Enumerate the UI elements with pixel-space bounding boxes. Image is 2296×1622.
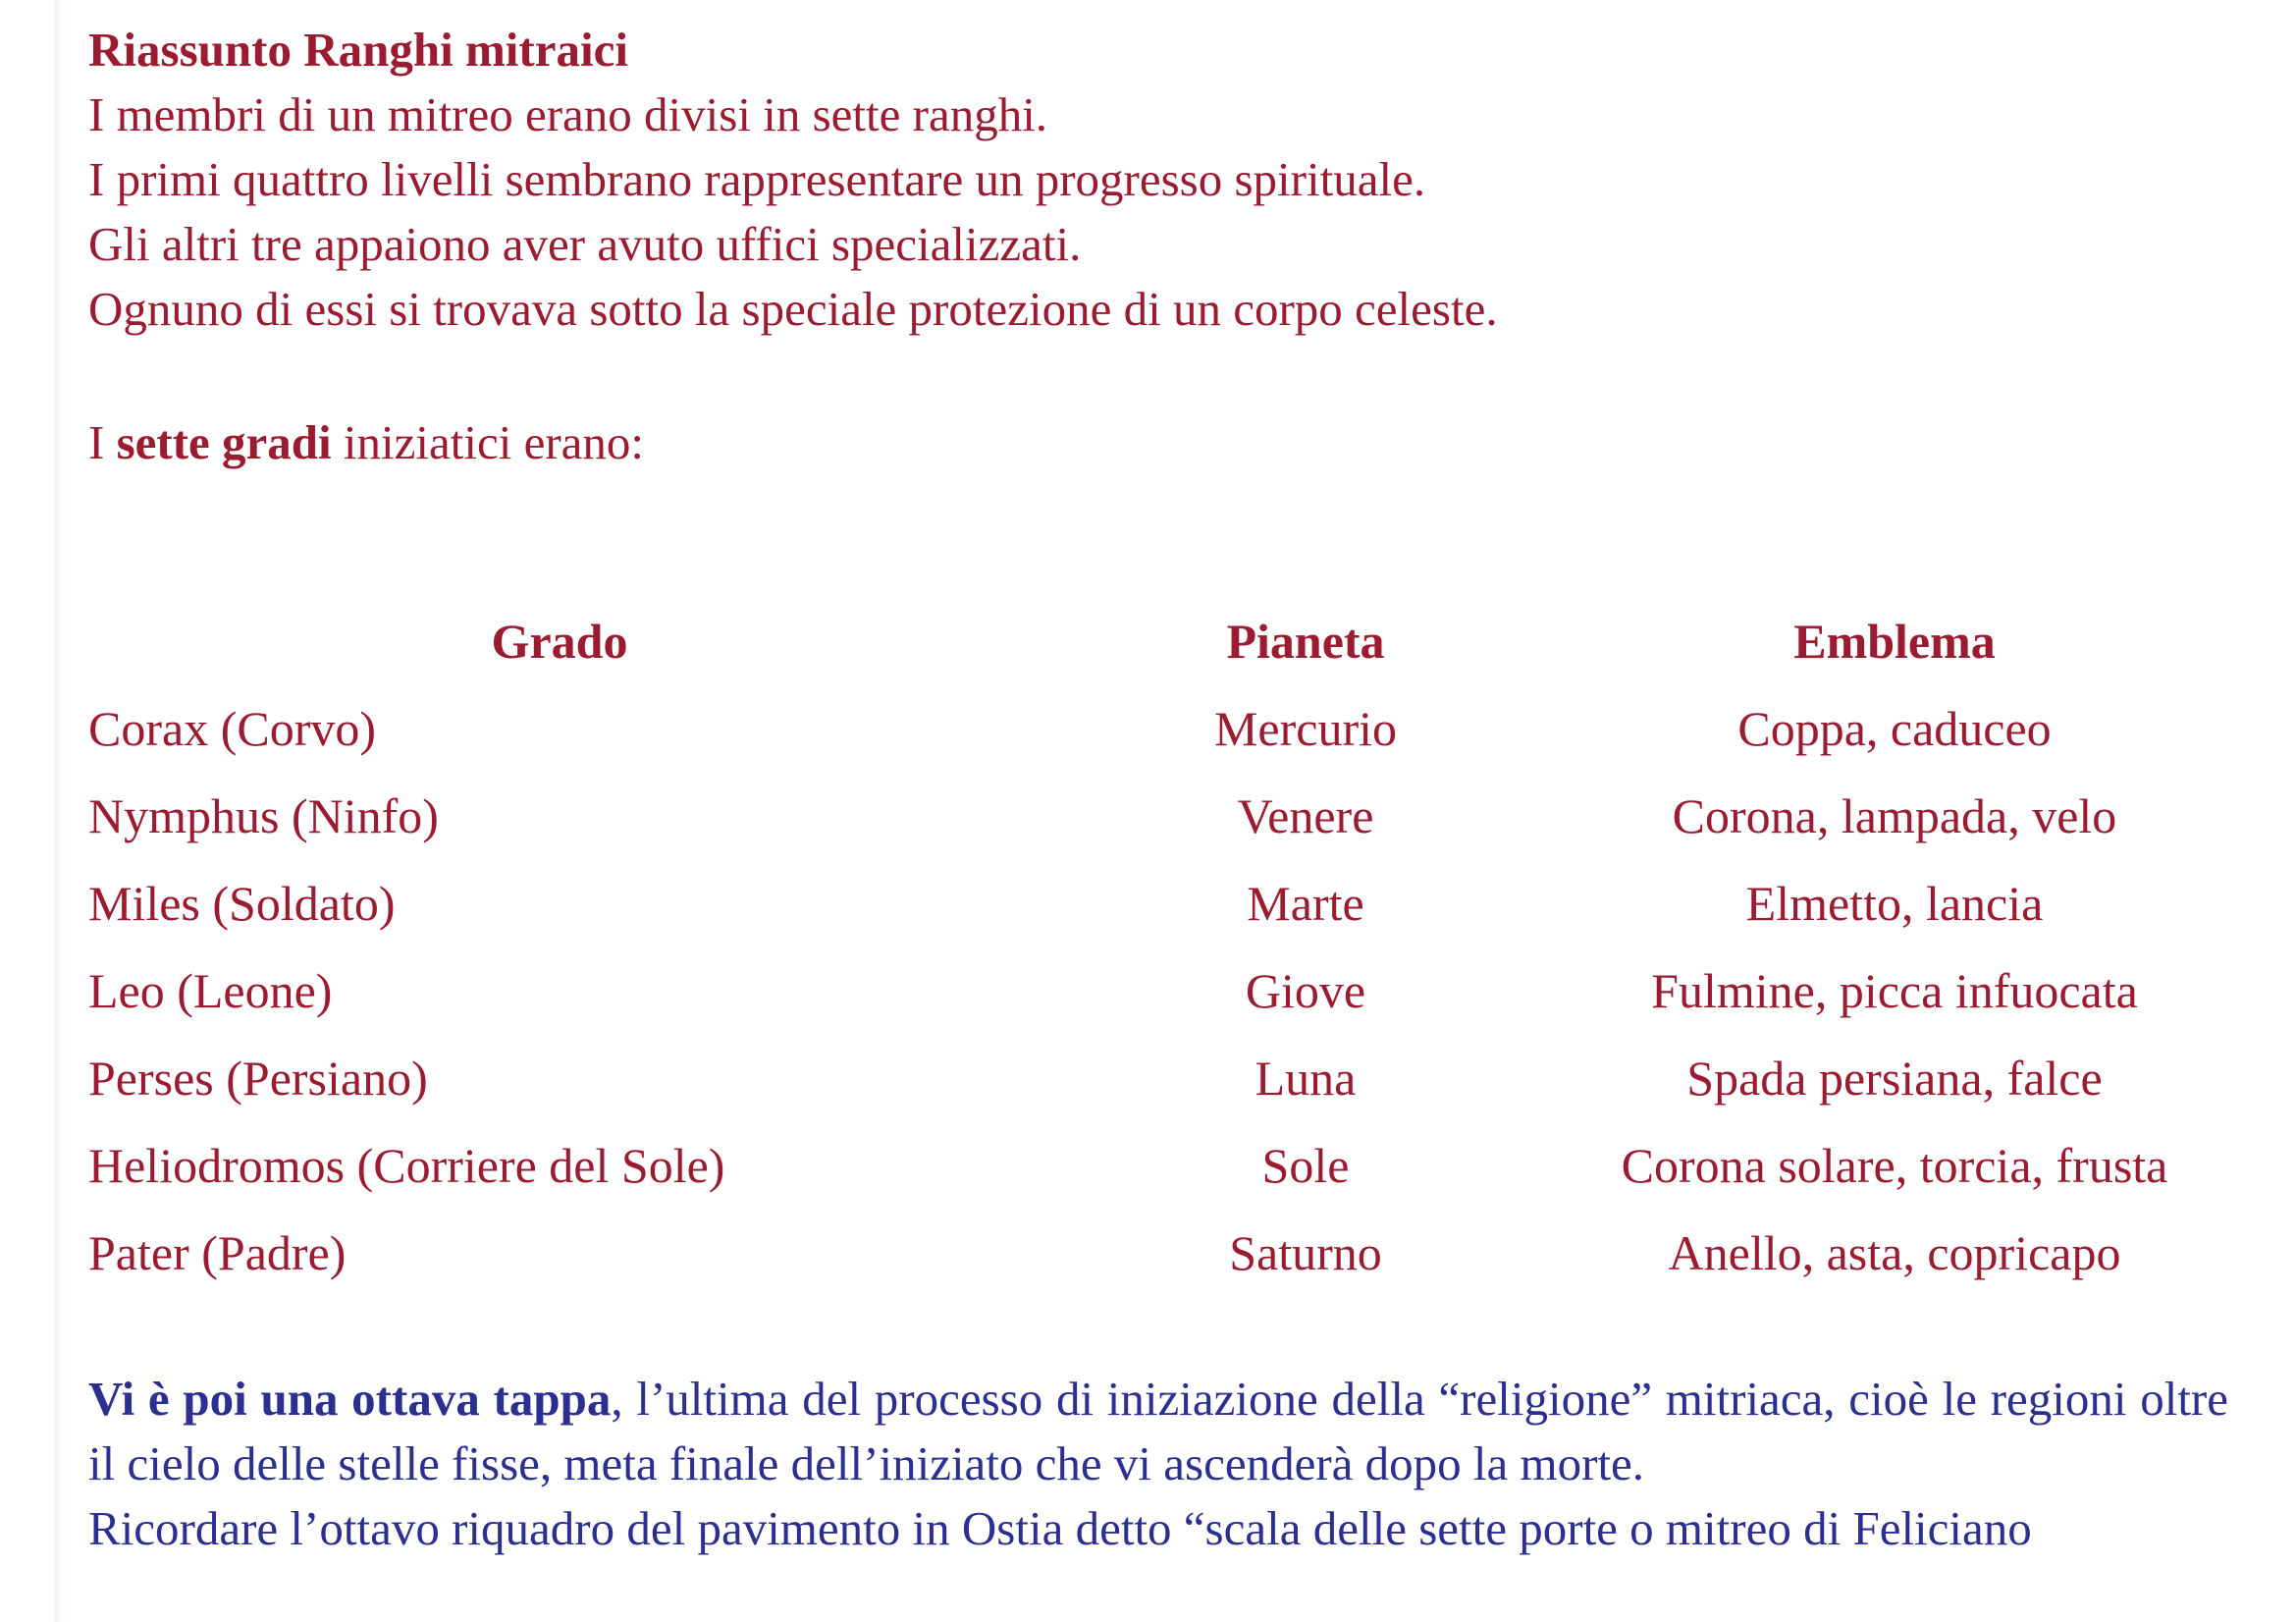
- header-emblema: Emblema: [1793, 614, 1996, 669]
- grades-intro: [88, 410, 644, 475]
- outro-section: [88, 1367, 2228, 1561]
- grado-cell: Miles (Soldato): [88, 876, 396, 931]
- outro-paragraph-1: [88, 1367, 2228, 1496]
- outro-text-1: , l’ultima del processo di iniziazione della “religione” mitriaca, cioè le regioni oltre il cielo delle stelle fisse, meta finale dell’iniziato che vi ascenderà dopo la morte.: [88, 1372, 2229, 1490]
- table-header-row: [88, 604, 2209, 691]
- pianeta-cell: Marte: [1247, 876, 1364, 931]
- grades-intro-suffix: iniziatici erano:: [331, 415, 645, 469]
- header-pianeta: Pianeta: [1226, 614, 1385, 669]
- outro-paragraph-2: Ricordare l’ottavo riquadro del pavimento in Ostia detto “scala delle sette porte o mitreo di Feliciano: [88, 1501, 2032, 1555]
- intro-line-4: Ognuno di essi si trovava sotto la speciale protezione di un corpo celeste.: [88, 282, 1498, 336]
- pianeta-cell: Luna: [1255, 1051, 1357, 1106]
- table-row: [88, 866, 2209, 953]
- intro-line-2: I primi quattro livelli sembrano rappresentare un progresso spirituale.: [88, 152, 1426, 206]
- document-title: Riassunto Ranghi mitraici: [88, 23, 628, 77]
- header-grado: Grado: [491, 614, 628, 669]
- emblema-cell: Spada persiana, falce: [1686, 1051, 2103, 1106]
- grades-intro-bold: sette gradi: [116, 415, 332, 469]
- table-row: [88, 1041, 2209, 1128]
- intro-line-3: Gli altri tre appaiono aver avuto uffici specializzati.: [88, 217, 1082, 271]
- grado-cell: Heliodromos (Corriere del Sole): [88, 1138, 725, 1193]
- pianeta-cell: Giove: [1245, 963, 1366, 1018]
- grado-cell: Corax (Corvo): [88, 701, 376, 756]
- table-row: [88, 779, 2209, 866]
- table-row: [88, 691, 2209, 779]
- emblema-cell: Corona solare, torcia, frusta: [1621, 1138, 2168, 1193]
- emblema-cell: Corona, lampada, velo: [1672, 788, 2117, 843]
- pianeta-cell: Venere: [1237, 788, 1374, 843]
- table-row: [88, 953, 2209, 1041]
- emblema-cell: Elmetto, lancia: [1745, 876, 2044, 931]
- emblema-cell: Fulmine, picca infuocata: [1651, 963, 2138, 1018]
- outro-bold-lead: Vi è poi una ottava tappa: [88, 1372, 612, 1426]
- grades-intro-prefix: I: [88, 415, 117, 469]
- table-row: [88, 1216, 2209, 1303]
- emblema-cell: Anello, asta, copricapo: [1668, 1225, 2121, 1280]
- pianeta-cell: Saturno: [1229, 1225, 1382, 1280]
- grades-table: [88, 604, 2209, 1303]
- table-row: [88, 1128, 2209, 1216]
- pianeta-cell: Mercurio: [1213, 701, 1398, 756]
- intro-section: [88, 18, 2228, 342]
- intro-line-1: I membri di un mitreo erano divisi in sette ranghi.: [88, 87, 1048, 141]
- grado-cell: Perses (Persiano): [88, 1051, 428, 1106]
- page-margin-shade: [54, 0, 66, 1622]
- emblema-cell: Coppa, caduceo: [1737, 701, 2052, 756]
- grado-cell: Pater (Padre): [88, 1225, 347, 1280]
- grado-cell: Leo (Leone): [88, 963, 333, 1018]
- grado-cell: Nymphus (Ninfo): [88, 788, 439, 843]
- pianeta-cell: Sole: [1261, 1138, 1350, 1193]
